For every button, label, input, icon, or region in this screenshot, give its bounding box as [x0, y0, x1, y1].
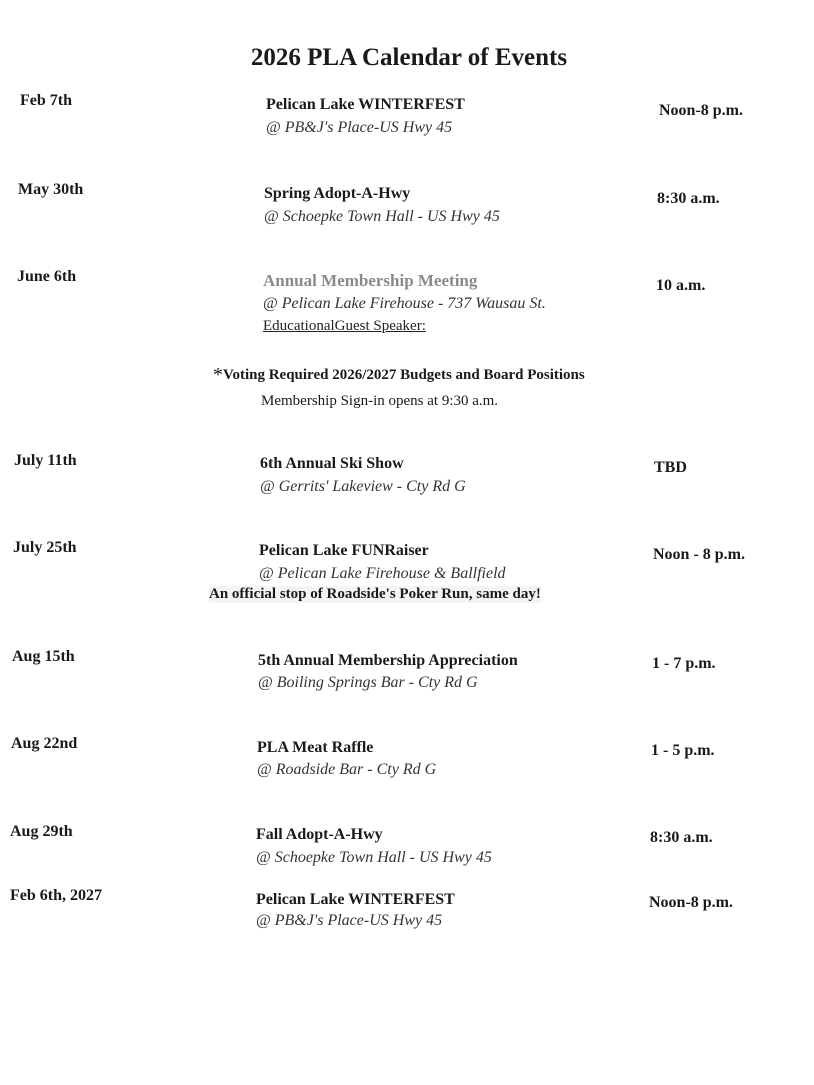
event-name: Pelican Lake WINTERFEST	[266, 96, 465, 113]
event-date: June 6th	[17, 268, 77, 285]
event-name: Pelican Lake FUNRaiser	[259, 542, 429, 559]
event-location: @ Pelican Lake Firehouse - 737 Wausau St.	[263, 295, 546, 312]
event-time: 1 - 5 p.m.	[651, 742, 715, 759]
event-name: Fall Adopt-A-Hwy	[256, 826, 383, 843]
event-name: 5th Annual Membership Appreciation	[258, 652, 518, 669]
event-time: 8:30 a.m.	[650, 829, 713, 846]
event-time: Noon - 8 p.m.	[653, 546, 746, 563]
signin-note: Membership Sign-in opens at 9:30 a.m.	[261, 393, 499, 409]
event-date: May 30th	[18, 181, 84, 198]
event-time: 8:30 a.m.	[657, 190, 720, 207]
event-location: @ PB&J's Place-US Hwy 45	[256, 912, 443, 929]
event-location: @ Schoepke Town Hall - US Hwy 45	[264, 208, 500, 225]
event-time: 1 - 7 p.m.	[652, 655, 716, 672]
event-time: 10 a.m.	[656, 277, 706, 294]
event-location: @ Schoepke Town Hall - US Hwy 45	[256, 849, 492, 866]
event-time: Noon-8 p.m.	[649, 894, 734, 911]
voting-text: Voting Required 2026/2027 Budgets and Board Positions	[223, 367, 585, 383]
event-date: Aug 15th	[12, 648, 75, 665]
event-date: Aug 22nd	[11, 735, 78, 752]
voting-star: *	[213, 364, 223, 386]
event-date: Feb 7th	[20, 92, 72, 109]
poker-run-note: An official stop of Roadside's Poker Run, same day!	[209, 586, 541, 602]
event-name: Spring Adopt-A-Hwy	[264, 185, 411, 202]
voting-note	[213, 364, 585, 387]
event-date: Aug 29th	[10, 823, 73, 840]
event-date: Feb 6th, 2027	[10, 887, 102, 904]
event-date: July 25th	[13, 539, 77, 556]
event-time: TBD	[654, 459, 687, 476]
event-extra: EducationalGuest Speaker:	[263, 318, 426, 334]
page-title: 2026 PLA Calendar of Events	[250, 44, 568, 71]
event-name: 6th Annual Ski Show	[260, 455, 404, 472]
event-date: July 11th	[14, 452, 77, 469]
event-name: PLA Meat Raffle	[257, 739, 374, 756]
event-name: Annual Membership Meeting	[263, 271, 478, 290]
event-time: Noon-8 p.m.	[659, 102, 744, 119]
event-location: @ Roadside Bar - Cty Rd G	[257, 761, 437, 778]
event-location: @ PB&J's Place-US Hwy 45	[266, 119, 453, 136]
event-location: @ Pelican Lake Firehouse & Ballfield	[259, 565, 506, 582]
event-name: Pelican Lake WINTERFEST	[256, 891, 455, 908]
event-location: @ Boiling Springs Bar - Cty Rd G	[258, 674, 478, 691]
event-location: @ Gerrits' Lakeview - Cty Rd G	[260, 478, 466, 495]
